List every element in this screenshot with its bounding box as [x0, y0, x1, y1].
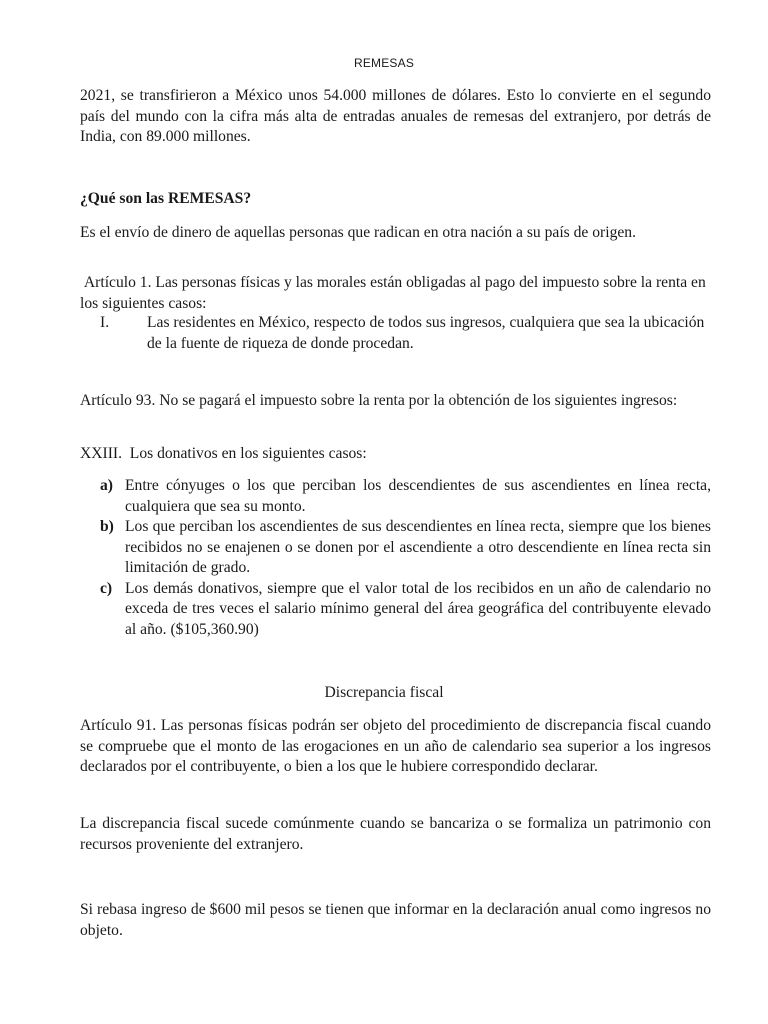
- article-1-paragraph: Artículo 1. Las personas físicas y las morales están obligadas al pago del impuesto sobre la renta en los siguientes casos:: [80, 274, 710, 312]
- intro-paragraph: 2021, se transfirieron a México unos 54.000 millones de dólares. Esto lo convierte en el segundo país del mundo con la cifra más alta de entradas anuales de remesas del extranjero, por detrás de India, con 89.000 millones.: [80, 87, 711, 145]
- article-91-paragraph: Artículo 91. Las personas físicas podrán ser objeto del procedimiento de discrepancia fiscal cuando se compruebe que el monto de las erogaciones en un año de calendario sea superior a los ingresos declarados por el contribuyente, o bien a los que le hubiere correspondido declarar.: [80, 717, 711, 775]
- list-marker: c): [100, 579, 113, 597]
- list-item: [100, 579, 711, 641]
- list-item: [100, 476, 711, 517]
- list-marker: b): [100, 518, 114, 535]
- article-93-paragraph: Artículo 93. No se pagará el impuesto sobre la renta por la obtención de los siguientes ingresos:: [80, 392, 678, 409]
- list-marker: a): [100, 477, 113, 494]
- list-marker: I.: [100, 314, 110, 331]
- list-item-text: Los que perciban los ascendientes de sus descendientes en línea recta, siempre que los bienes recibidos no se enajenen o se donen por el ascendiente a otro descendiente en línea recta sin limitación de grado.: [125, 518, 711, 576]
- question-heading: ¿Qué son las REMESAS?: [80, 190, 252, 207]
- list-item-text: Los demás donativos, siempre que el valor total de los recibidos en un año de calendario no exceda de tres veces el salario mínimo general del área geográfica del contribuyente elevado al año. ($105,360.90): [125, 579, 711, 638]
- list-item: [100, 517, 711, 579]
- discrepancy-title: Discrepancia fiscal: [324, 684, 444, 701]
- list-item-text: Entre cónyuges o los que perciban los descendientes de sus ascendientes en línea recta, cualquiera que sea su monto.: [125, 477, 711, 515]
- donation-cases-list: [100, 476, 711, 640]
- list-item-text: Las residentes en México, respecto de todos sus ingresos, cualquiera que sea la ubicación de la fuente de riqueza de donde procedan.: [147, 314, 705, 352]
- document-title: REMESAS: [353, 56, 415, 70]
- definition-paragraph: Es el envío de dinero de aquellas personas que radican en otra nación a su país de origen.: [80, 224, 636, 241]
- discrepancy-note-paragraph: La discrepancia fiscal sucede comúnmente cuando se bancariza o se formaliza un patrimonio con recursos proveniente del extranjero.: [80, 815, 711, 853]
- threshold-note-paragraph: Si rebasa ingreso de $600 mil pesos se tienen que informar en la declaración anual como ingresos no objeto.: [80, 901, 711, 939]
- section-xxiii: XXIII. Los donativos en los siguientes casos:: [80, 445, 367, 462]
